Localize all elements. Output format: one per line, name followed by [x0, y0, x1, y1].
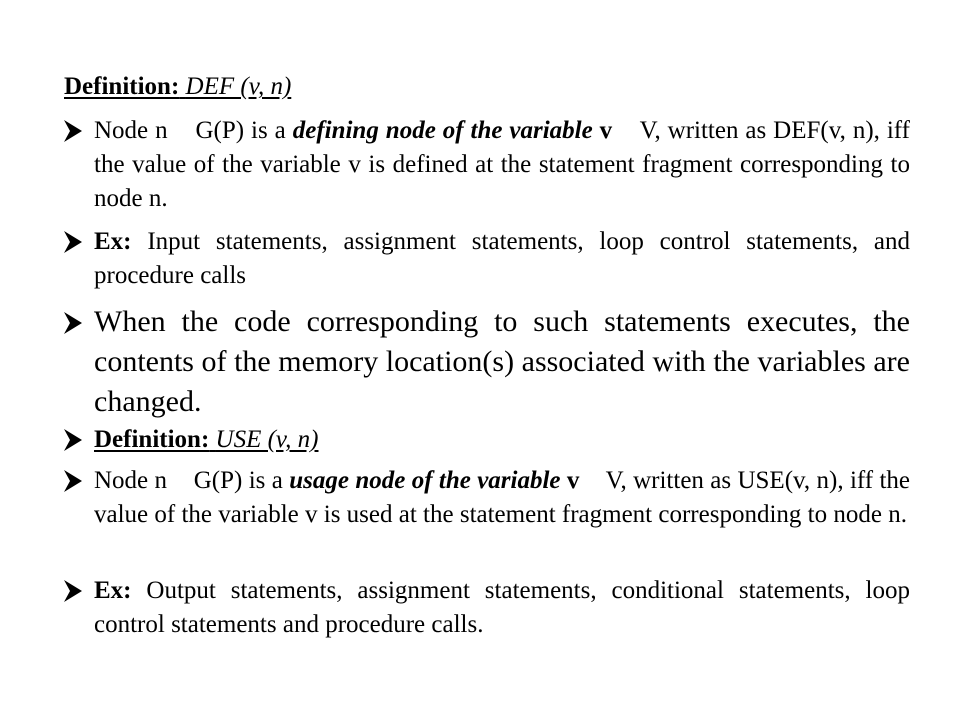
- usage-node-emphasis: usage node of the variable: [289, 467, 561, 494]
- bullet-text: Ex: Output statements, assignment statements, conditional statements, loop control statements and procedure calls.: [94, 577, 910, 638]
- arrowhead-bullet-icon: [62, 230, 86, 262]
- definition-label: Definition:: [94, 426, 210, 453]
- arrowhead-bullet-icon: [62, 311, 86, 343]
- arrowhead-bullet-icon: [62, 119, 86, 151]
- definition-heading-def: [64, 70, 291, 104]
- example-label: Ex:: [94, 577, 132, 604]
- bullet-text: [94, 423, 910, 457]
- arrowhead-bullet-icon: [62, 469, 86, 501]
- arrowhead-bullet-icon: [62, 428, 86, 460]
- example-label: Ex:: [94, 228, 132, 255]
- bullet-item-use-examples: [62, 574, 910, 642]
- definition-term: USE (v, n): [215, 426, 319, 453]
- bullet-text: Node n G(P) is a defining node of the variable v V, written as DEF(v, n), iff the value of the variable v is defined at the statement fragment corresponding to node n.: [94, 117, 910, 212]
- bullet-text: Node n G(P) is a usage node of the variable v V, written as USE(v, n), iff the value of the variable v is used at the statement fragment corresponding to node n.: [94, 467, 911, 528]
- definition-term: DEF (v, n): [185, 73, 292, 100]
- arrowhead-bullet-icon: [62, 579, 86, 611]
- bullet-text: Ex: Input statements, assignment statements, loop control statements, and procedure calls: [94, 228, 910, 289]
- bullet-item-use-node: [62, 464, 910, 532]
- bullet-item-def-node: [62, 114, 910, 216]
- defining-node-emphasis: defining node of the variable: [292, 117, 593, 144]
- bullet-item-memory-change: [62, 302, 910, 422]
- bullet-text: When the code corresponding to such statements executes, the contents of the memory location(s) associated with the variables are changed.: [94, 305, 910, 418]
- definition-label: Definition:: [64, 73, 180, 100]
- bullet-item-def-examples: [62, 225, 910, 293]
- bullet-item-use-definition: [62, 423, 910, 457]
